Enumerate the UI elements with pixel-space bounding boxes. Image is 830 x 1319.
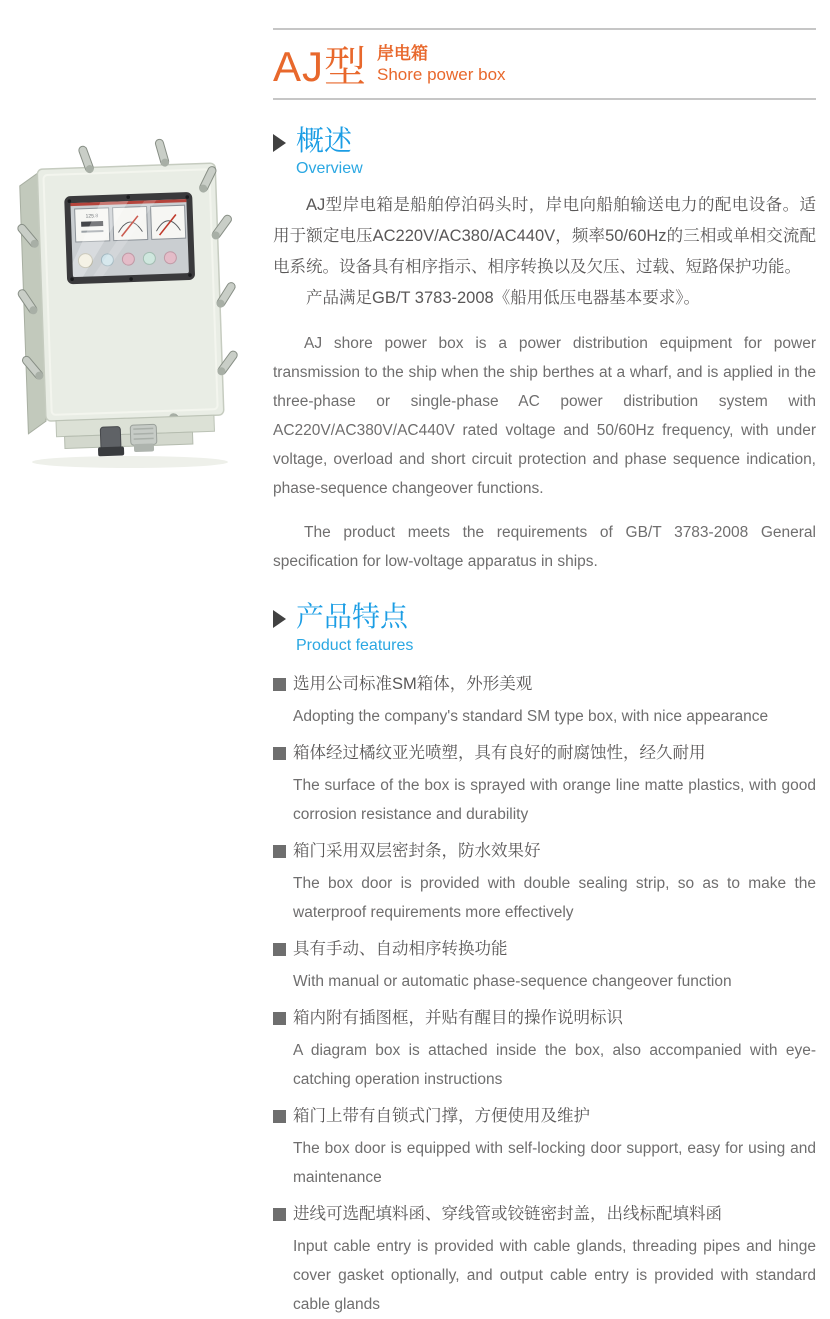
bullet-square-icon <box>273 1208 286 1221</box>
product-name-en: Shore power box <box>377 65 506 85</box>
feature-title-text: 选用公司标准SM箱体，外形美观 <box>293 675 533 694</box>
overview-paragraph-cn: 产品满足GB/T 3783-2008《船用低压电器基本要求》。 <box>306 289 700 308</box>
product-title-block <box>273 30 816 98</box>
overview-heading-cn: 概述 <box>296 124 353 156</box>
feature-item <box>273 1003 816 1094</box>
indicator-light <box>164 251 176 263</box>
overview-paragraph-en: AJ shore power box is a power distribution equipment for power transmission to the ship when the ship berthes at a wharf, and is applied in the three-phase or single-phase AC power distribution system with AC220V/AC380V/AC440V rated voltage and 50/60Hz frequency, with under voltage, overload and short circuit protection and phase sequence indication, phase-sequence changeover functions. <box>273 335 816 498</box>
product-name-cn: 岸电箱 <box>377 44 429 63</box>
feature-item <box>273 1199 816 1319</box>
header-rule-bottom <box>273 98 816 100</box>
svg-text:125.8: 125.8 <box>85 213 99 220</box>
feature-title-text: 箱内附有插图框，并贴有醒目的操作说明标识 <box>293 1009 623 1028</box>
feature-desc-en: The surface of the box is sprayed with orange line matte plastics, with good corrosion resistance and durability <box>293 777 816 824</box>
feature-desc-en: Adopting the company's standard SM type box, with nice appearance <box>293 708 769 726</box>
overview-section <box>273 126 816 577</box>
features-heading <box>273 602 816 655</box>
feature-desc-en: The box door is equipped with self-locking door support, easy for using and maintenance <box>293 1140 816 1187</box>
feature-title-cn <box>273 738 816 769</box>
latch-clamp <box>155 138 170 167</box>
feature-item <box>273 1101 816 1192</box>
feature-title-cn <box>273 1101 816 1132</box>
feature-title-text: 箱体经过橘纹亚光喷塑，具有良好的耐腐蚀性，经久耐用 <box>293 744 706 763</box>
bullet-square-icon <box>273 747 286 760</box>
feature-title-cn <box>273 669 816 700</box>
feature-title-text: 具有手动、自动相序转换功能 <box>293 940 508 959</box>
overview-heading-en: Overview <box>296 160 363 178</box>
shadow <box>32 456 228 468</box>
cable-gland-light <box>130 424 157 452</box>
features-section <box>273 602 816 1319</box>
overview-heading-text <box>296 126 363 179</box>
product-title-sub <box>377 43 506 87</box>
feature-item <box>273 669 816 731</box>
feature-item <box>273 836 816 927</box>
triangle-marker-icon <box>273 134 286 152</box>
overview-heading <box>273 126 816 179</box>
indicator-light <box>143 252 155 264</box>
bullet-square-icon <box>273 1110 286 1123</box>
triangle-marker-icon <box>273 610 286 628</box>
bullet-square-icon <box>273 845 286 858</box>
bullet-square-icon <box>273 678 286 691</box>
bullet-square-icon <box>273 1012 286 1025</box>
feature-desc-en: A diagram box is attached inside the box, also accompanied with eye-catching operation instructions <box>293 1042 816 1089</box>
feature-desc-en: The box door is provided with double sealing strip, so as to make the waterproof requirements more effectively <box>293 875 816 922</box>
feature-title-text: 箱门上带有自锁式门撑，方便使用及维护 <box>293 1107 590 1126</box>
feature-title-cn <box>273 836 816 867</box>
content-column <box>273 0 816 1319</box>
shore-power-box-illustration <box>8 140 262 474</box>
feature-item <box>273 738 816 829</box>
box-group <box>11 136 242 459</box>
feature-item <box>273 934 816 996</box>
features-list <box>273 669 816 1319</box>
feature-title-cn <box>273 1003 816 1034</box>
overview-paragraph-en: The product meets the requirements of GB/T 3783-2008 General specification for low-voltage apparatus in ships. <box>273 524 816 571</box>
indicator-light <box>122 253 134 265</box>
product-model: AJ型 <box>273 42 368 90</box>
feature-desc-en: Input cable entry is provided with cable glands, threading pipes and hinge cover gasket optionally, and output cable entry is provided with standard cable glands <box>293 1238 816 1314</box>
feature-title-text: 箱门采用双层密封条，防水效果好 <box>293 842 541 861</box>
cable-gland-dark <box>97 426 124 456</box>
analog-meter-3 <box>151 205 186 239</box>
feature-desc-en: With manual or automatic phase-sequence changeover function <box>293 973 732 991</box>
feature-title-cn <box>273 1199 816 1230</box>
overview-paragraph-cn: AJ型岸电箱是船舶停泊码头时，岸电向船舶输送电力的配电设备。适用于额定电压AC220V/AC380/AC440V，频率50/60Hz的三相或单相交流配电系统。设备具有相序指示、相序转换以及欠压、过载、短路保护功能。 <box>273 196 816 277</box>
bullet-square-icon <box>273 943 286 956</box>
features-heading-en: Product features <box>296 637 414 655</box>
feature-title-text: 进线可选配填料函、穿线管或铰链密封盖，出线标配填料函 <box>293 1205 722 1224</box>
features-heading-text <box>296 602 413 655</box>
features-heading-cn: 产品特点 <box>296 601 409 633</box>
product-photo <box>8 140 262 474</box>
feature-title-cn <box>273 934 816 965</box>
